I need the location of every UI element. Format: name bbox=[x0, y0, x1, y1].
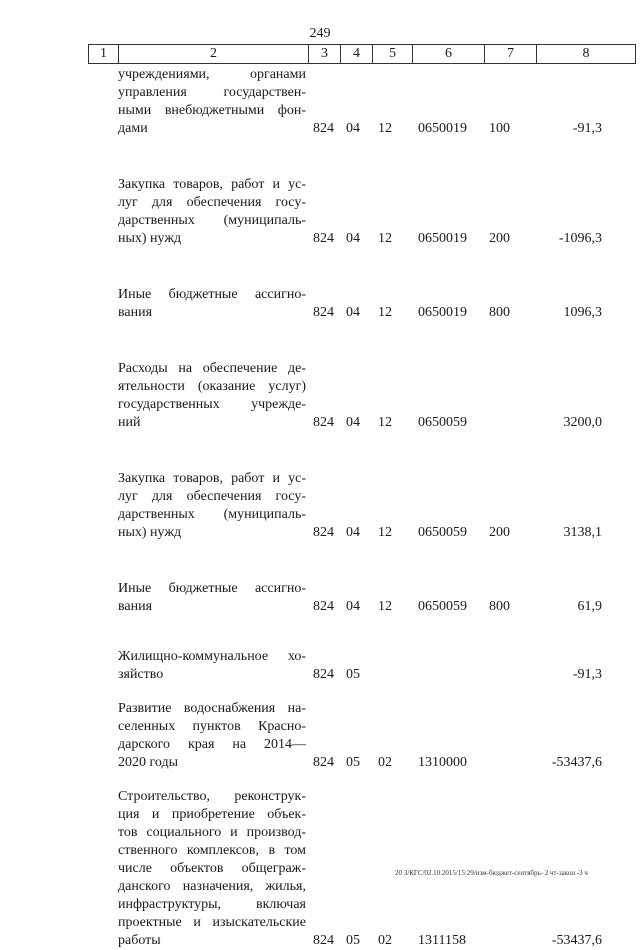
description-line: тов социального и производ- bbox=[118, 825, 306, 840]
table-row bbox=[0, 176, 640, 248]
description-line: вания bbox=[118, 599, 153, 614]
cell-c6: 1310000 bbox=[418, 755, 467, 770]
description-line: Расходы на обеспечение де- bbox=[118, 361, 306, 376]
cell-c6: 0650059 bbox=[418, 415, 467, 430]
description-line: Развитие водоснабжения на- bbox=[118, 701, 306, 716]
cell-c6: 0650059 bbox=[418, 599, 467, 614]
description-line: числе объектов общеграж- bbox=[118, 861, 306, 876]
cell-c5: 12 bbox=[378, 599, 392, 614]
cell-c7: 200 bbox=[489, 231, 510, 246]
cell-c6: 0650019 bbox=[418, 121, 467, 136]
cell-c8: -53437,6 bbox=[551, 933, 602, 948]
header-col-4: 4 bbox=[341, 45, 373, 63]
page-number: 249 bbox=[309, 26, 331, 41]
table-row bbox=[0, 286, 640, 322]
cell-c8: -91,3 bbox=[572, 667, 602, 682]
cell-c6: 1311158 bbox=[418, 933, 466, 948]
cell-c3: 824 bbox=[313, 599, 334, 614]
cell-c6: 0650059 bbox=[418, 525, 467, 540]
description-line: учреждениями, органами bbox=[118, 67, 306, 82]
table-row bbox=[0, 360, 640, 432]
description-line: луг для обеспечения госу- bbox=[118, 195, 306, 210]
row-description bbox=[118, 66, 306, 138]
description-line: луг для обеспечения госу- bbox=[118, 489, 306, 504]
row-description bbox=[118, 360, 306, 432]
cell-c4: 05 bbox=[346, 933, 360, 948]
description-line: дами bbox=[118, 121, 148, 136]
description-line: ция и приобретение объек- bbox=[118, 807, 306, 822]
cell-c5: 12 bbox=[378, 415, 392, 430]
cell-c3: 824 bbox=[313, 667, 334, 682]
row-description bbox=[118, 648, 306, 684]
description-line: ных) нужд bbox=[118, 525, 182, 540]
table-header bbox=[88, 44, 636, 64]
cell-c4: 04 bbox=[346, 525, 360, 540]
description-line: Закупка товаров, работ и ус- bbox=[118, 471, 306, 486]
header-col-3: 3 bbox=[309, 45, 341, 63]
header-col-2: 2 bbox=[119, 45, 309, 63]
cell-c7: 800 bbox=[489, 305, 510, 320]
table-row bbox=[0, 470, 640, 542]
description-line: Строительство, реконструк- bbox=[118, 789, 306, 804]
cell-c5: 12 bbox=[378, 525, 392, 540]
table-row bbox=[0, 580, 640, 616]
header-col-6: 6 bbox=[413, 45, 485, 63]
row-description bbox=[118, 286, 306, 322]
header-col-5: 5 bbox=[373, 45, 413, 63]
cell-c7: 200 bbox=[489, 525, 510, 540]
cell-c3: 824 bbox=[313, 305, 334, 320]
cell-c4: 05 bbox=[346, 667, 360, 682]
row-description bbox=[118, 700, 306, 772]
description-line: государственных учрежде- bbox=[118, 397, 306, 412]
cell-c7: 100 bbox=[489, 121, 510, 136]
cell-c4: 04 bbox=[346, 231, 360, 246]
cell-c7: 800 bbox=[489, 599, 510, 614]
description-line: ственного комплексов, в том bbox=[118, 843, 306, 858]
cell-c3: 824 bbox=[313, 121, 334, 136]
description-line: ными внебюджетными фон- bbox=[118, 103, 306, 118]
description-line: дарственных (муниципаль- bbox=[118, 213, 306, 228]
cell-c8: 3138,1 bbox=[563, 525, 602, 540]
description-line: инфраструктуры, включая bbox=[118, 897, 306, 912]
cell-c6: 0650019 bbox=[418, 305, 467, 320]
cell-c3: 824 bbox=[313, 933, 334, 948]
cell-c3: 824 bbox=[313, 755, 334, 770]
cell-c5: 02 bbox=[378, 755, 392, 770]
cell-c5: 12 bbox=[378, 121, 392, 136]
description-line: Жилищно-коммунальное хо- bbox=[118, 649, 306, 664]
row-description bbox=[118, 470, 306, 542]
description-line: Иные бюджетные ассигно- bbox=[118, 287, 306, 302]
header-col-8: 8 bbox=[582, 46, 590, 61]
row-description bbox=[118, 580, 306, 616]
cell-c5: 12 bbox=[378, 305, 392, 320]
description-line: данского назначения, жилья, bbox=[118, 879, 306, 894]
description-line: зяйство bbox=[118, 667, 164, 682]
cell-c6: 0650019 bbox=[418, 231, 467, 246]
cell-c3: 824 bbox=[313, 231, 334, 246]
row-description bbox=[118, 176, 306, 248]
cell-c4: 05 bbox=[346, 755, 360, 770]
cell-c3: 824 bbox=[313, 415, 334, 430]
description-line: управления государствен- bbox=[118, 85, 306, 100]
description-line: Иные бюджетные ассигно- bbox=[118, 581, 306, 596]
row-description bbox=[118, 788, 306, 950]
cell-c8: -53437,6 bbox=[551, 755, 602, 770]
cell-c4: 04 bbox=[346, 305, 360, 320]
cell-c8: 3200,0 bbox=[563, 415, 602, 430]
description-line: дарственных (муниципаль- bbox=[118, 507, 306, 522]
description-line: вания bbox=[118, 305, 153, 320]
description-line: Закупка товаров, работ и ус- bbox=[118, 177, 306, 192]
description-line: проектные и изыскательские bbox=[118, 915, 306, 930]
description-line: дарского края на 2014— bbox=[118, 737, 306, 752]
cell-c8: 1096,3 bbox=[563, 305, 602, 320]
cell-c8: -91,3 bbox=[572, 121, 602, 136]
description-line: работы bbox=[118, 933, 161, 948]
footer-stamp: 20 3/КГС/02.10.2015/15:29/изм-бюджет-сентябрь- 2 чт-закон -3 ч bbox=[395, 869, 588, 877]
header-col-7: 7 bbox=[485, 45, 537, 63]
cell-c5: 12 bbox=[378, 231, 392, 246]
budget-table-body bbox=[0, 66, 640, 950]
table-row bbox=[0, 66, 640, 138]
cell-c8: -1096,3 bbox=[558, 231, 602, 246]
cell-c4: 04 bbox=[346, 415, 360, 430]
cell-c4: 04 bbox=[346, 121, 360, 136]
table-row bbox=[0, 648, 640, 684]
header-col-1: 1 bbox=[89, 45, 119, 63]
cell-c5: 02 bbox=[378, 933, 392, 948]
cell-c3: 824 bbox=[313, 525, 334, 540]
description-line: ний bbox=[118, 415, 141, 430]
table-row bbox=[0, 700, 640, 772]
description-line: селенных пунктов Красно- bbox=[118, 719, 306, 734]
description-line: ятельности (оказание услуг) bbox=[118, 379, 306, 394]
description-line: ных) нужд bbox=[118, 231, 182, 246]
description-line: 2020 годы bbox=[118, 755, 179, 770]
cell-c4: 04 bbox=[346, 599, 360, 614]
cell-c8: 61,9 bbox=[577, 599, 602, 614]
